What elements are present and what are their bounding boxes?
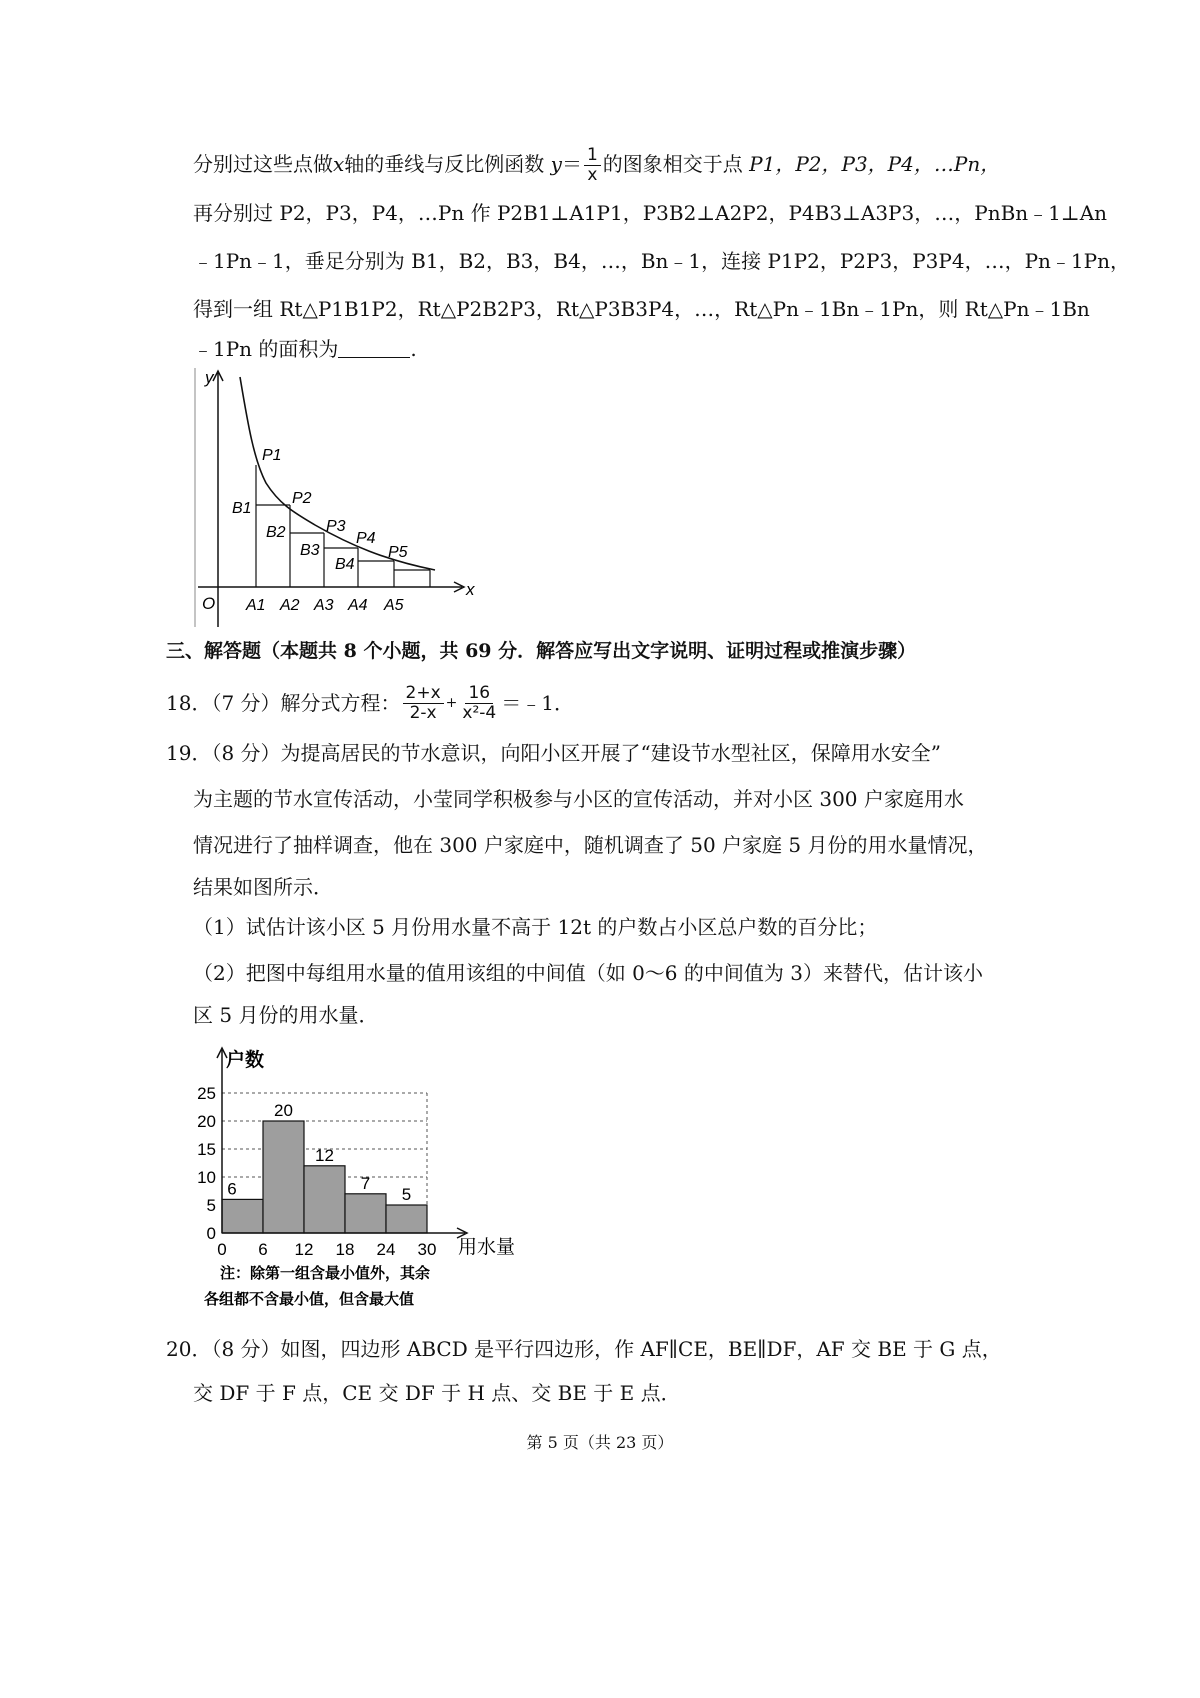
bar-value-label: 7 bbox=[360, 1173, 371, 1193]
q19-line4: 结果如图所示． bbox=[193, 875, 333, 899]
fraction-16-over-x2m4: $\frac{16}{\text{x²-4}}$ bbox=[462, 682, 497, 723]
origin-label: O bbox=[202, 594, 216, 613]
q17-line4: 得到一组 Rt△P1B1P2，Rt△P2B2P3，Rt△P3B3P4，…，Rt△Pn﹣1Bn﹣1Pn，则 Rt△Pn﹣1Bn bbox=[193, 297, 1090, 321]
fraction-2px-over-2mx: $\frac{2+x}{2-x}$ bbox=[403, 684, 444, 723]
q17-line1: 分别过这些点做x轴的垂线与反比例函数 y＝ $\frac{1}{x}$ 的图象相交于点 P1，P2，P3，P4，…Pn， bbox=[193, 145, 1001, 185]
q20-line1: 20．（8 分）如图，四边形 ABCD 是平行四边形，作 AF∥CE，BE∥DF，AF 交 BE 于 G 点， bbox=[166, 1337, 1002, 1361]
b2-label: B2 bbox=[266, 524, 286, 541]
b4-label: B4 bbox=[335, 556, 355, 573]
q19-sub1: （1）试估计该小区 5 月份用水量不高于 12t 的户数占小区总户数的百分比； bbox=[193, 915, 878, 939]
bar-value-label: 5 bbox=[401, 1185, 412, 1204]
y-axis-title: 户数 bbox=[226, 1050, 265, 1071]
q20-line2: 交 DF 于 F 点，CE 交 DF 于 H 点、交 BE 于 E 点． bbox=[193, 1381, 681, 1405]
b3-label: B3 bbox=[300, 542, 320, 559]
chart-note-line2: 各组都不含最小值，但含最大值 bbox=[204, 1291, 415, 1308]
histogram-bar bbox=[304, 1166, 345, 1233]
p1-label: P1 bbox=[262, 447, 282, 464]
chart-note-line1: 注：除第一组含最小值外，其余 bbox=[220, 1265, 431, 1282]
bar-value-label: 6 bbox=[227, 1179, 237, 1199]
a4-label: A4 bbox=[348, 597, 368, 614]
b1-label: B1 bbox=[232, 500, 252, 517]
a2-label: A2 bbox=[280, 597, 300, 614]
water-usage-histogram bbox=[190, 1040, 530, 1320]
y-tick-label: 0 bbox=[206, 1224, 216, 1243]
x-tick-label: 18 bbox=[335, 1240, 355, 1259]
bar-value-label: 12 bbox=[315, 1145, 334, 1165]
q17-line2: 再分别过 P2，P3，P4，…Pn 作 P2B1⊥A1P1，P3B2⊥A2P2，P4B3⊥A3P3，…，PnBn﹣1⊥An bbox=[193, 201, 1108, 225]
page-footer: 第 5 页（共 23 页） bbox=[526, 1433, 674, 1452]
p5-label: P5 bbox=[388, 544, 408, 561]
bar-value-label: 20 bbox=[274, 1101, 293, 1120]
q18: 18．（7 分）解分式方程： $\frac{2+x}{2-x}$ + $\frac{16}{\text{x²-4}}$ ＝﹣1． bbox=[166, 682, 574, 723]
q17-line3: ﹣1Pn﹣1，垂足分别为 B1，B2，B3，B4，…，Bn﹣1，连接 P1P2，P2P3，P3P4，…，Pn﹣1Pn， bbox=[193, 249, 1130, 273]
y-tick-label: 15 bbox=[197, 1140, 216, 1159]
fraction-1-over-x: $\frac{1}{x}$ bbox=[584, 146, 601, 185]
x-tick-label: 0 bbox=[217, 1240, 227, 1259]
p3-label: P3 bbox=[326, 518, 346, 535]
reciprocal-function-figure bbox=[190, 365, 490, 630]
q19-sub2a: （2）把图中每组用水量的值用该组的中间值（如 0～6 的中间值为 3）来替代，估计该小 bbox=[193, 961, 983, 985]
q19-line3: 情况进行了抽样调查，他在 300 户家庭中，随机调查了 50 户家庭 5 月份的用水量情况， bbox=[193, 833, 988, 857]
section-heading: 三、解答题（本题共 8 个小题，共 69 分．解答应写出文字说明、证明过程或推演步骤） bbox=[166, 640, 917, 662]
histogram-bar bbox=[386, 1205, 427, 1233]
x-axis-title: 用水量 bbox=[458, 1237, 516, 1258]
y-tick-label: 25 bbox=[197, 1084, 216, 1103]
x-tick-label: 12 bbox=[294, 1240, 314, 1259]
hyperbola-curve bbox=[240, 377, 435, 570]
histogram-bar bbox=[222, 1199, 263, 1233]
y-axis-label: y bbox=[205, 368, 214, 387]
answer-blank bbox=[338, 335, 410, 358]
histogram-bar bbox=[263, 1121, 304, 1233]
a1-label: A1 bbox=[246, 597, 266, 614]
p2-label: P2 bbox=[292, 490, 312, 507]
x-tick-label: 24 bbox=[376, 1240, 396, 1259]
q19-line2: 为主题的节水宣传活动，小莹同学积极参与小区的宣传活动，并对小区 300 户家庭用水 bbox=[193, 787, 964, 811]
a5-label: A5 bbox=[384, 597, 404, 614]
q19-sub2b: 区 5 月份的用水量． bbox=[193, 1003, 379, 1027]
y-tick-label: 20 bbox=[197, 1112, 216, 1131]
p4-label: P4 bbox=[356, 530, 376, 547]
a3-label: A3 bbox=[314, 597, 334, 614]
x-tick-label: 6 bbox=[258, 1240, 268, 1259]
y-tick-label: 5 bbox=[206, 1196, 216, 1215]
q19-line1: 19．（8 分）为提高居民的节水意识，向阳小区开展了“建设节水型社区，保障用水安全” bbox=[166, 741, 941, 765]
q17-line5: ﹣1Pn 的面积为 . bbox=[193, 337, 417, 361]
histogram-bar bbox=[345, 1194, 386, 1233]
x-axis-label: x bbox=[466, 580, 475, 599]
y-tick-label: 10 bbox=[197, 1168, 216, 1187]
x-tick-label: 30 bbox=[417, 1240, 437, 1259]
